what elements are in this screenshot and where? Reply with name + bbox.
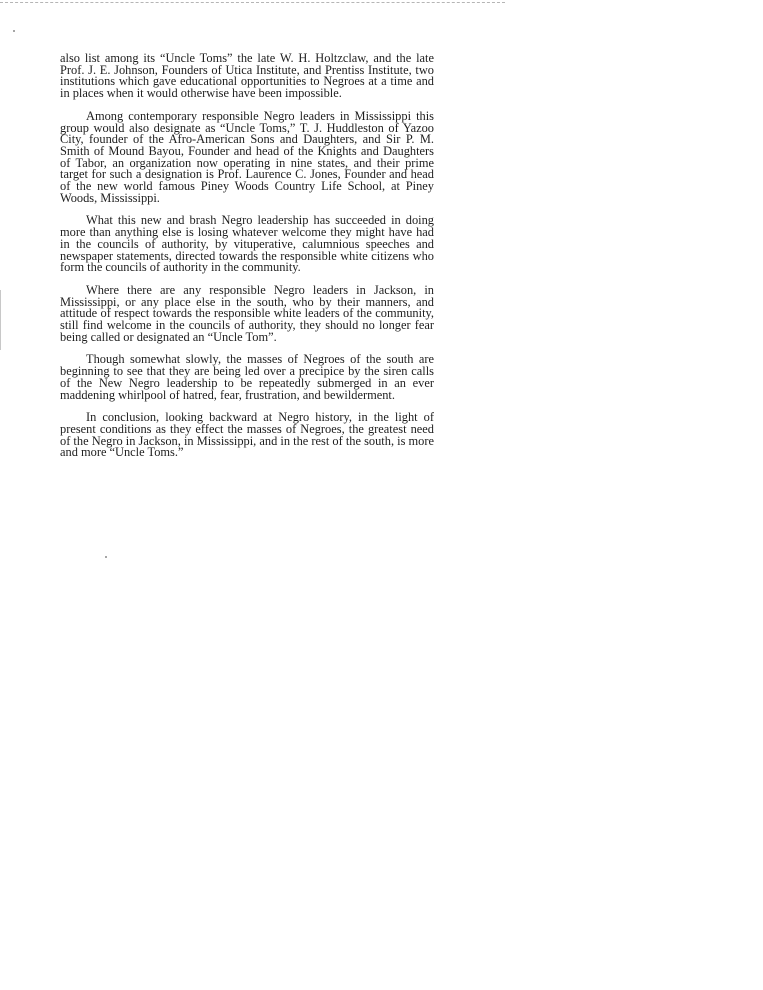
- scan-speck: [105, 556, 107, 558]
- scan-margin-mark: [0, 290, 1, 350]
- paragraph-responsible-leaders: Where there are any responsible Negro leaders in Jackson, in Mississippi, or any place else in the south, who by their manners, and attitude of respect towards the responsible white leaders of the community, still find welcome in the councils of authority, they should no longer fear being called or designated an “Uncle Tom”.: [60, 282, 434, 344]
- paragraph-continued: also list among its “Uncle Toms” the late W. H. Holtzclaw, and the late Prof. J. E. Johnson, Founders of Utica Institute, and Prentiss Institute, two institutions which gave educational opportunities to Negroes at a time and in places when it would otherwise have been impossible.: [60, 51, 434, 101]
- paragraph-conclusion: In conclusion, looking backward at Negro history, in the light of present conditions as they effect the masses of Negroes, the greatest need of the Negro in Jackson, in Mississippi, and in the rest of the south, is more and more “Uncle Toms.”: [60, 410, 434, 460]
- paragraph-new-leadership: What this new and brash Negro leadership has succeeded in doing more than anything else is losing whatever welcome they might have had in the councils of authority, by vituperative, calumnious speeches and newspaper statements, directed towards the responsible white citizens who form the councils of authority in the community.: [60, 213, 434, 275]
- scan-speck: [13, 30, 15, 32]
- scan-top-edge-dashes: [0, 2, 505, 3]
- article-text-column: [60, 53, 434, 470]
- paragraph-masses: Though somewhat slowly, the masses of Negroes of the south are beginning to see that they are being led over a precipice by the siren calls of the New Negro leadership to be repeatedly submerged in an ever maddening whirlpool of hatred, fear, frustration, and bewilderment.: [60, 352, 434, 402]
- paragraph-contemporary-leaders: Among contemporary responsible Negro leaders in Mississippi this group would also designate as “Uncle Toms,” T. J. Huddleston of Yazoo City, founder of the Afro-American Sons and Daughters, and Sir P. M. Smith of Mound Bayou, Founder and head of the Knights and Daughters of Tabor, an organization now operating in nine states, and their prime target for such a designation is Prof. Laurence C. Jones, Founder and head of the new world famous Piney Woods Country Life School, at Piney Woods, Mississippi.: [60, 108, 434, 205]
